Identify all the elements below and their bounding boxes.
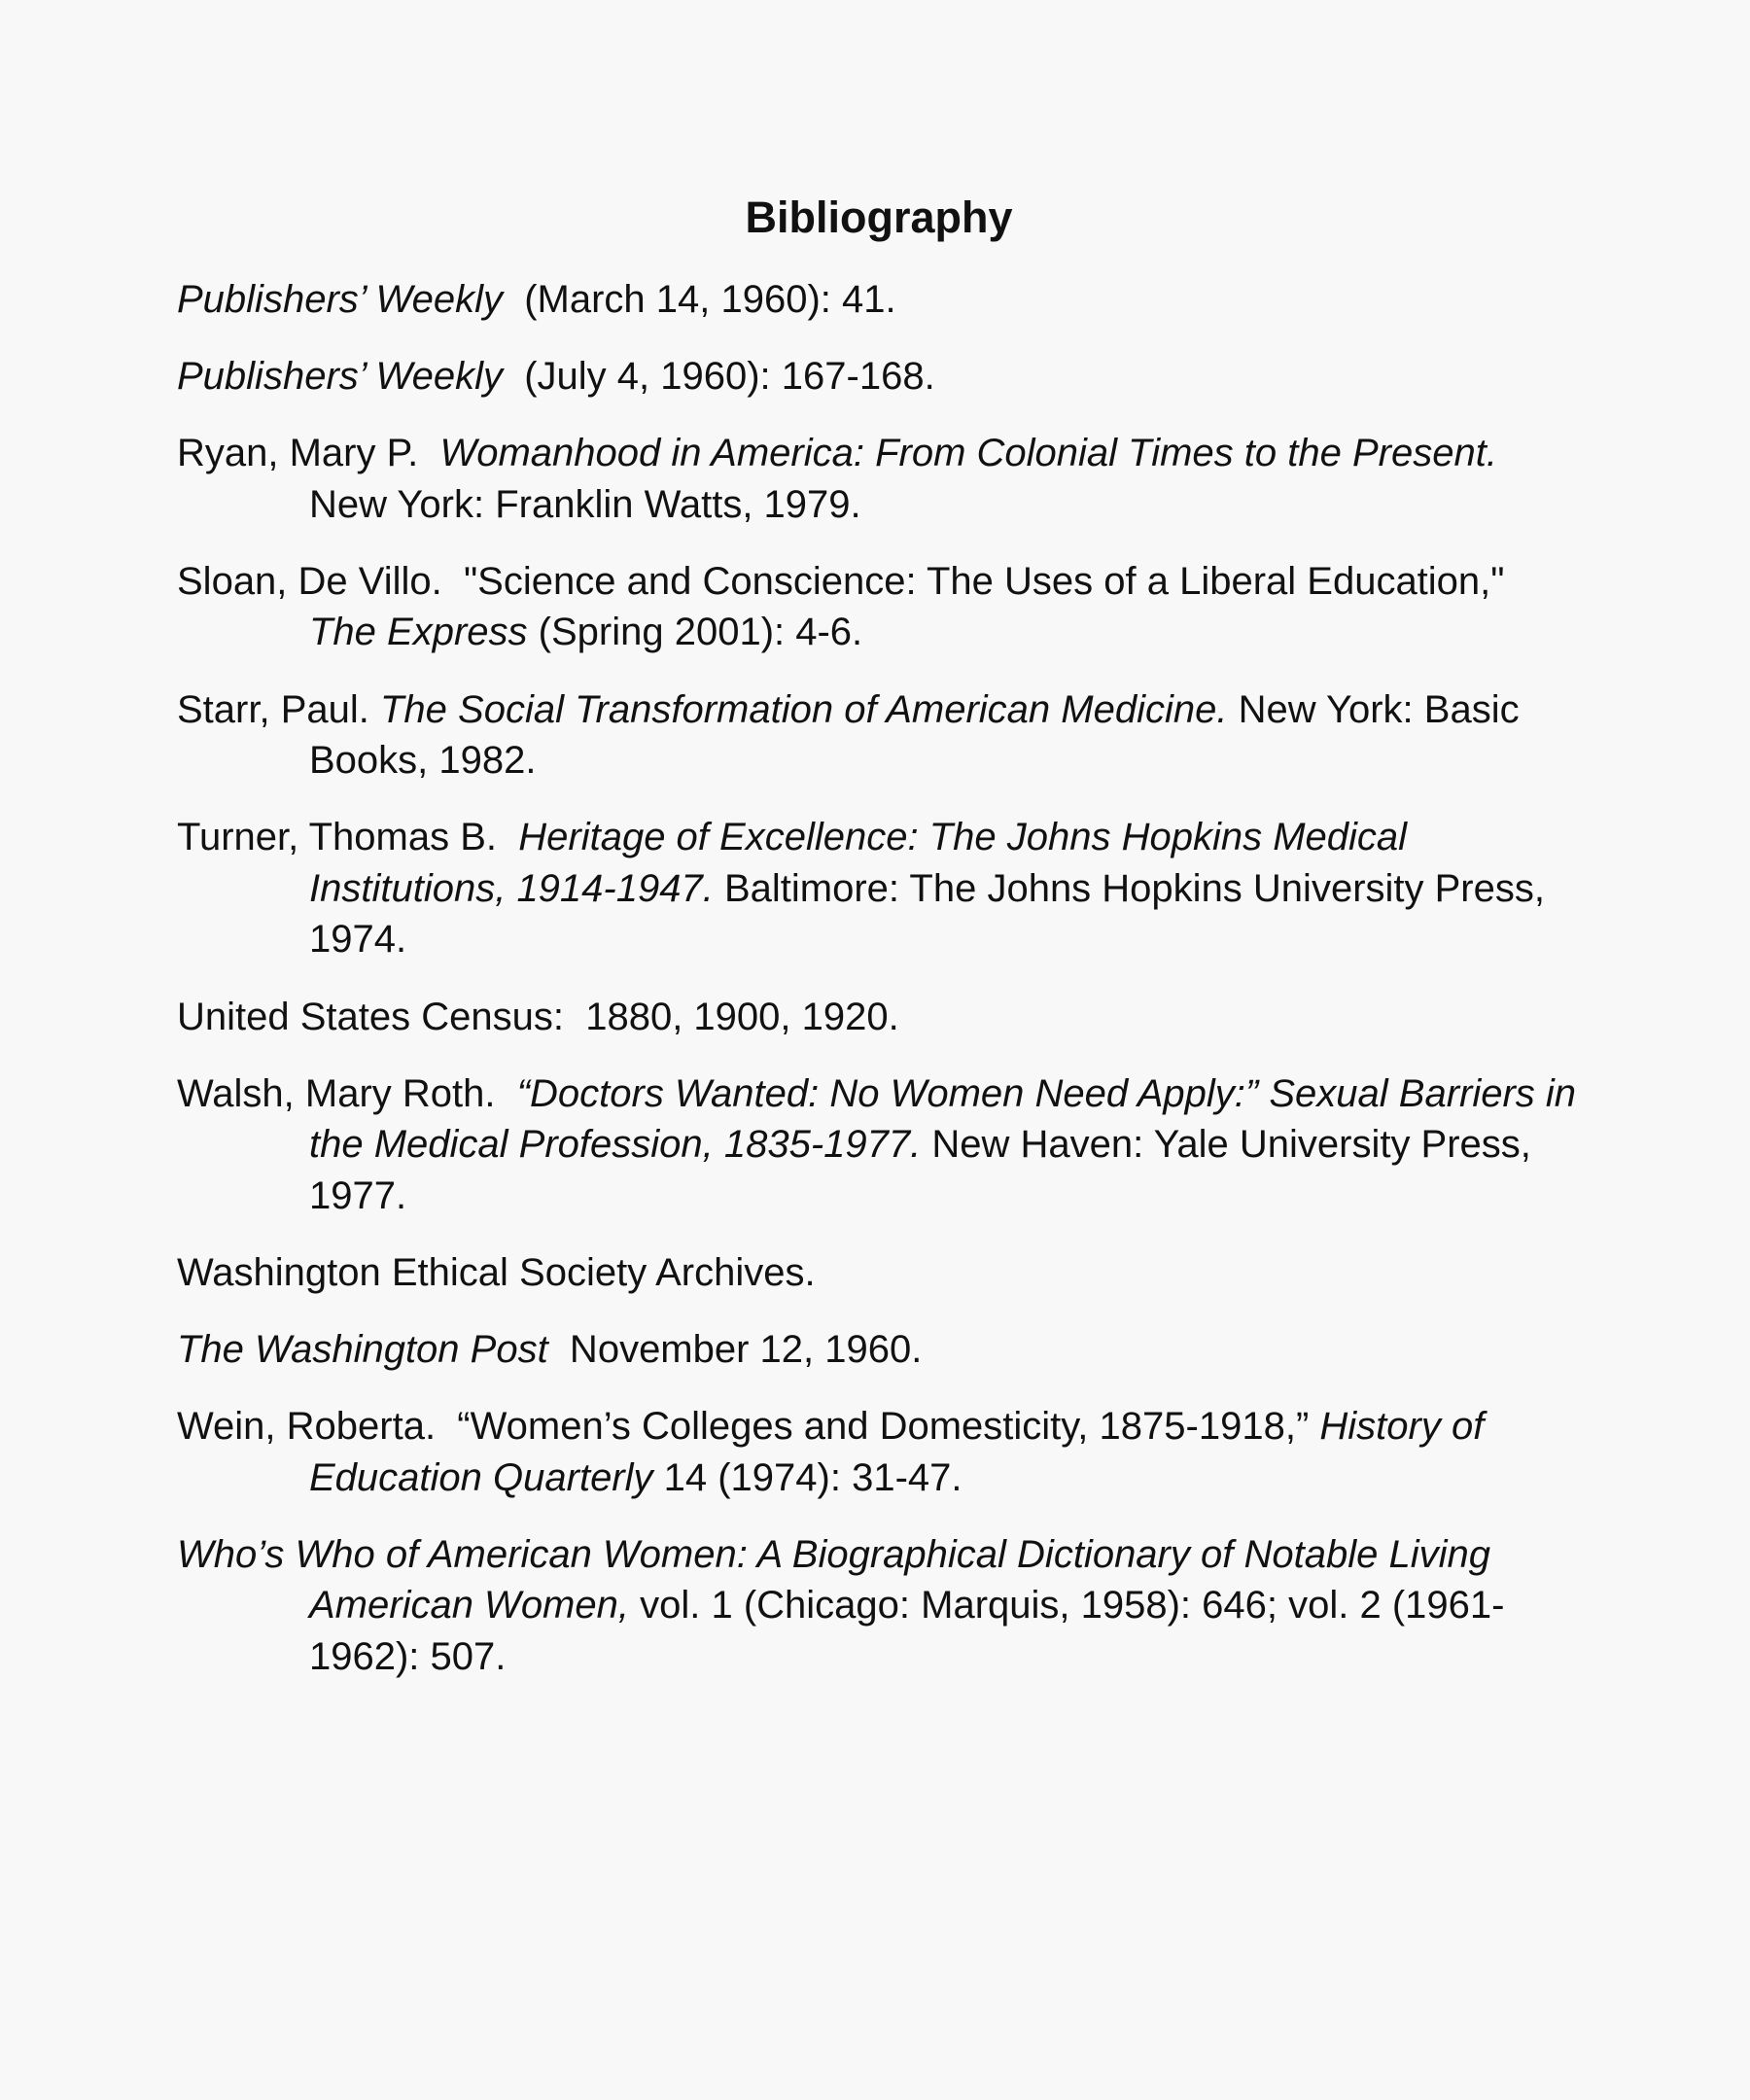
- bibliography-entry: [177, 274, 1577, 326]
- bibliography-entry: [177, 992, 1577, 1043]
- entry-author: Turner, Thomas B.: [177, 816, 519, 859]
- entry-source: United States Census: 1880, 1900, 1920.: [177, 995, 899, 1038]
- entry-newspaper-title: The Washington Post: [177, 1328, 548, 1371]
- entry-work-title: Heritage of Excellence: The Johns Hopkins Medical Institutions, 1914-1947.: [309, 816, 1418, 910]
- bibliography-entry: [177, 556, 1577, 658]
- entry-author-article: Sloan, De Villo. "Science and Conscience: The Uses of a Liberal Education,": [177, 559, 1516, 603]
- bibliography-entry: [177, 428, 1577, 530]
- bibliography-entry: [177, 812, 1577, 965]
- entry-publication: New Haven: Yale University Press, 1977.: [309, 1123, 1543, 1217]
- bibliography-entry: [177, 1247, 1577, 1299]
- entry-details: November 12, 1960.: [547, 1328, 923, 1371]
- bibliography-list: [177, 274, 1588, 1708]
- bibliography-entry: [177, 684, 1577, 787]
- bibliography-entry: [177, 1324, 1577, 1376]
- bibliography-entry: [177, 351, 1577, 402]
- entry-work-title: “Doctors Wanted: No Women Need Apply:” Sexual Barriers in the Medical Profession, 1835-1977.: [309, 1071, 1588, 1167]
- entry-journal-title: The Express: [309, 611, 528, 654]
- entry-work-title: Who’s Who of American Women: A Biographical Dictionary of Notable Living American Women,: [177, 1532, 1500, 1628]
- entry-details: (July 4, 1960): 167-168.: [502, 355, 935, 399]
- bibliography-entry: [177, 1068, 1588, 1222]
- entry-publication: New York: Franklin Watts, 1979.: [309, 432, 1509, 526]
- entry-details: (March 14, 1960): 41.: [502, 278, 896, 321]
- entry-work-title: The Social Transformation of American Medicine.: [379, 687, 1228, 731]
- entry-journal-title: Publishers’ Weekly: [177, 278, 503, 321]
- bibliography-entry: [177, 1401, 1577, 1503]
- entry-journal-title: Publishers’ Weekly: [177, 355, 503, 399]
- entry-work-title: Womanhood in America: From Colonial Times to the Present.: [439, 432, 1497, 475]
- entry-journal-title: History of Education Quarterly: [309, 1405, 1495, 1499]
- entry-author-article: Wein, Roberta. “Women’s Colleges and Domesticity, 1875-1918,”: [177, 1405, 1320, 1449]
- entry-publication: Baltimore: The Johns Hopkins University Press, 1974.: [309, 866, 1557, 962]
- entry-author: Walsh, Mary Roth.: [177, 1071, 517, 1115]
- bibliography-entry: [177, 1529, 1577, 1683]
- entry-author: Ryan, Mary P.: [177, 432, 440, 475]
- entry-author: Starr, Paul.: [177, 687, 380, 731]
- entry-source: Washington Ethical Society Archives.: [177, 1250, 816, 1294]
- entry-details: (Spring 2001): 4-6.: [527, 611, 863, 654]
- entry-details: vol. 1 (Chicago: Marquis, 1958): 646; vol. 2 (1961-1962): 507.: [309, 1584, 1505, 1678]
- entry-details: 14 (1974): 31-47.: [652, 1455, 962, 1499]
- entry-publication: New York: Basic Books, 1982.: [309, 687, 1530, 783]
- page-title: Bibliography: [745, 192, 1013, 242]
